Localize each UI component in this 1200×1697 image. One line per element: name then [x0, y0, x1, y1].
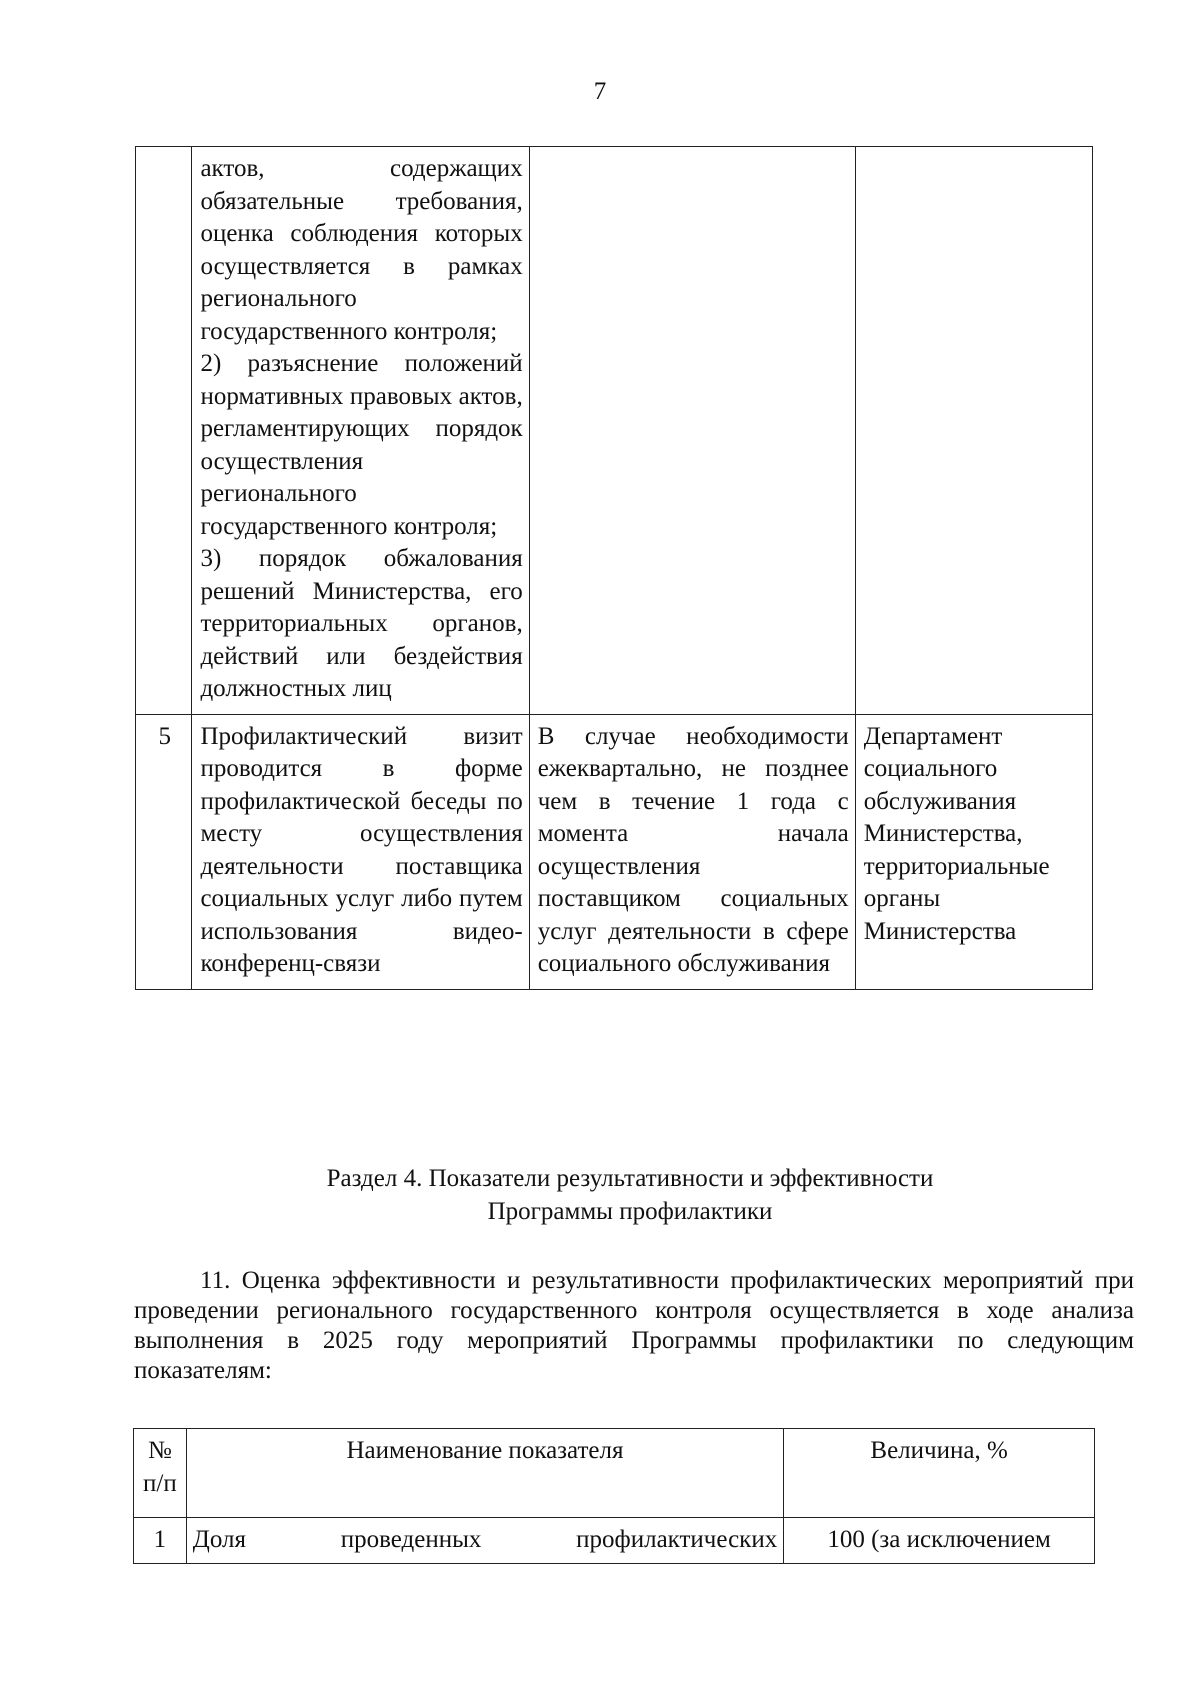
cell-number-empty: [136, 147, 192, 715]
cell-event-continued: актов, содержащих обязательные требования, оценка соблюдения которых осуществляется в рамках регионального государственного контроля; 2) разъяснение положений нормативных правовых актов, регламентирующих порядок осуществления регионального государственного контроля; 3) порядок обжалования решений Министерства, его территориальных органов, действий или бездействия должностных лиц: [192, 147, 529, 715]
table-header-row: [134, 1429, 1095, 1518]
table-row-5: [136, 714, 1093, 989]
cell-number: 5: [136, 714, 192, 989]
page-number: 7: [593, 78, 607, 105]
cell-event: Профилактический визит проводится в форме профилактической беседы по месту осуществления деятельности поставщика социальных услуг либо путем использования видео-конференц-связи: [192, 714, 529, 989]
paragraph-11: 11. Оценка эффективности и результативности профилактических мероприятий при проведении регионального государственного контроля осуществляется в ходе анализа выполнения в 2025 году мероприятий Программы профилактики по следующим показателям:: [134, 1267, 1134, 1384]
section-title-line1: Раздел 4. Показатели результативности и эффективности: [326, 1165, 934, 1192]
section-heading: [0, 1162, 1200, 1228]
cell-responsible-empty: [855, 147, 1092, 715]
section-title-line2: Программы профилактики: [487, 1198, 773, 1225]
indicators-table: [133, 1428, 1095, 1564]
cell-responsible: Департамент социального обслуживания Министерства, территориальные органы Министерства: [855, 714, 1092, 989]
row-number: 1: [134, 1518, 187, 1564]
row-name: Доля проведенных профилактических: [186, 1518, 783, 1564]
header-number: № п/п: [134, 1429, 187, 1518]
measures-table: [135, 146, 1093, 990]
header-name: Наименование показателя: [186, 1429, 783, 1518]
header-value: Величина, %: [784, 1429, 1095, 1518]
cell-timing-empty: [529, 147, 855, 715]
row-value: 100 (за исключением: [784, 1518, 1095, 1564]
cell-timing: В случае необходимости ежеквартально, не позднее чем в течение 1 года с момента начала осуществления поставщиком социальных услуг деятельности в сфере социального обслуживания: [529, 714, 855, 989]
table-row: [134, 1518, 1095, 1564]
table-row-continued: [136, 147, 1093, 715]
